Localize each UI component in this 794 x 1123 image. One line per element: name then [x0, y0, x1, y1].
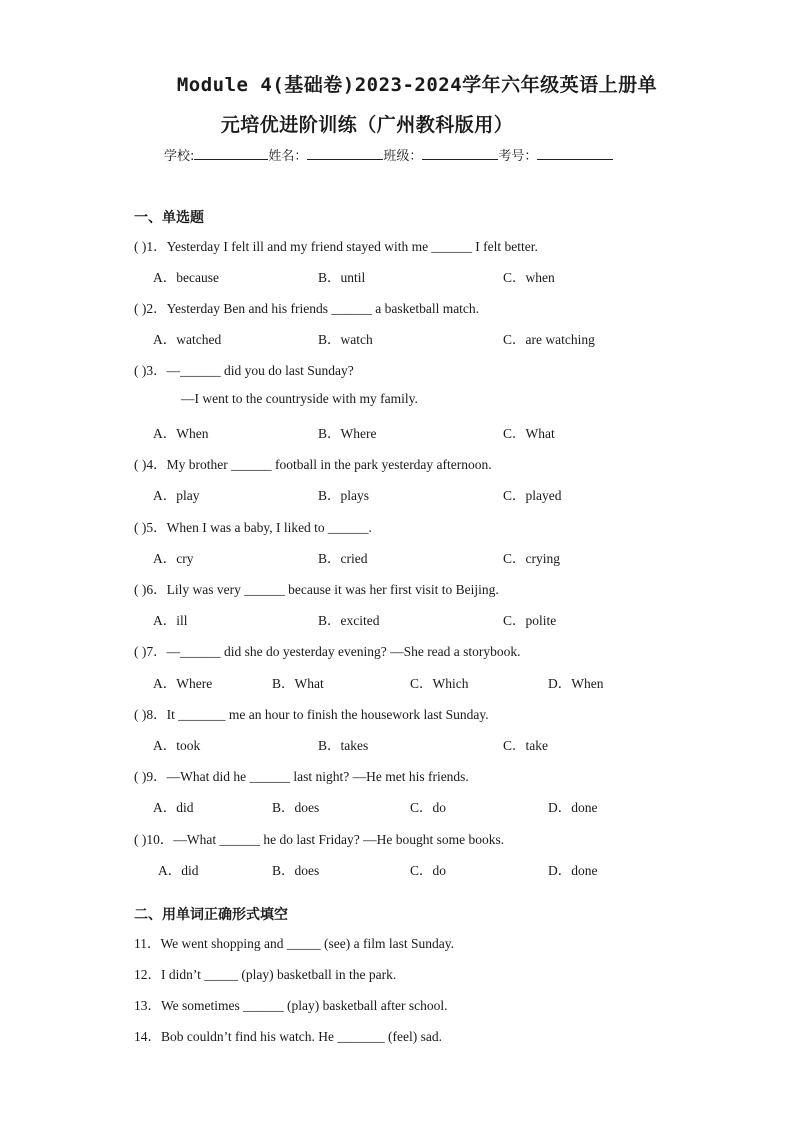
q8-option-b: B．takes	[318, 738, 369, 753]
q5-option-b: B．cried	[318, 551, 368, 566]
question-12: 12．I didn’t _____ (play) basketball in the park.	[134, 967, 397, 982]
class-blank[interactable]	[422, 147, 498, 160]
school-blank[interactable]	[194, 147, 268, 160]
q7-option-b: B．What	[272, 676, 324, 691]
q6-option-b: B．excited	[318, 613, 380, 628]
question-2-stem: ( )2．Yesterday Ben and his friends ______ a basketball match.	[134, 301, 480, 316]
question-14: 14．Bob couldn’t find his watch. He _______ (feel) sad.	[134, 1029, 442, 1044]
q1-option-c: C．when	[503, 270, 555, 285]
question-8-stem: ( )8．It _______ me an hour to finish the housework last Sunday.	[134, 707, 489, 722]
q9-option-a: A．did	[153, 800, 194, 815]
q10-option-a: A．did	[158, 863, 199, 878]
name-label: 姓名：	[268, 149, 308, 164]
q6-option-c: C．polite	[503, 613, 557, 628]
q4-option-a: A．play	[153, 488, 200, 503]
section2-title: 二、用单词正确形式填空	[134, 907, 288, 923]
q1-option-b: B．until	[318, 270, 366, 285]
school-label: 学校:	[164, 149, 195, 164]
q10-option-c: C．do	[410, 863, 447, 878]
q7-option-d: D．When	[548, 676, 604, 691]
q4-option-c: C．played	[503, 488, 562, 503]
q10-option-d: D．done	[548, 863, 598, 878]
q2-option-b: B．watch	[318, 332, 373, 347]
document-title-line1: Module 4(基础卷)2023-2024学年六年级英语上册单	[176, 74, 658, 96]
q8-option-c: C．take	[503, 738, 548, 753]
exam-no-label: 考号：	[498, 149, 538, 164]
question-7-stem: ( )7．—______ did she do yesterday evening? —She read a storybook.	[134, 644, 521, 659]
q2-option-c: C．are watching	[503, 332, 595, 347]
question-6-stem: ( )6．Lily was very ______ because it was her first visit to Beijing.	[134, 582, 499, 597]
q2-option-a: A．watched	[153, 332, 222, 347]
question-5-stem: ( )5．When I was a baby, I liked to ______.	[134, 520, 372, 535]
q3-option-b: B．Where	[318, 426, 377, 441]
q3-option-c: C．What	[503, 426, 555, 441]
q4-option-b: B．plays	[318, 488, 370, 503]
question-3-stem: ( )3．—______ did you do last Sunday?	[134, 363, 354, 378]
q10-option-b: B．does	[272, 863, 320, 878]
document-title-line2: 元培优进阶训练（广州教科版用）	[220, 114, 514, 136]
q5-option-c: C．crying	[503, 551, 560, 566]
q7-option-a: A．Where	[153, 676, 213, 691]
q5-option-a: A．cry	[153, 551, 194, 566]
question-4-stem: ( )4．My brother ______ football in the park yesterday afternoon.	[134, 457, 492, 472]
q6-option-a: A．ill	[153, 613, 188, 628]
question-1-stem: ( )1．Yesterday I felt ill and my friend stayed with me ______ I felt better.	[134, 239, 538, 254]
q9-option-d: D．done	[548, 800, 598, 815]
q1-option-a: A．because	[153, 270, 219, 285]
q7-option-c: C．Which	[410, 676, 469, 691]
name-blank[interactable]	[307, 147, 383, 160]
section1-title: 一、单选题	[134, 210, 204, 226]
question-3-stem-line2: —I went to the countryside with my family.	[181, 391, 418, 406]
q9-option-c: C．do	[410, 800, 447, 815]
question-13: 13．We sometimes ______ (play) basketball after school.	[134, 998, 448, 1013]
q9-option-b: B．does	[272, 800, 320, 815]
q8-option-a: A．took	[153, 738, 201, 753]
question-10-stem: ( )10．—What ______ he do last Friday? —He bought some books.	[134, 832, 505, 847]
q3-option-a: A．When	[153, 426, 209, 441]
student-info-row	[164, 145, 613, 164]
question-9-stem: ( )9．—What did he ______ last night? —He met his friends.	[134, 769, 469, 784]
class-label: 班级：	[383, 149, 423, 164]
question-11: 11．We went shopping and _____ (see) a film last Sunday.	[134, 936, 454, 951]
exam-no-blank[interactable]	[537, 147, 613, 160]
